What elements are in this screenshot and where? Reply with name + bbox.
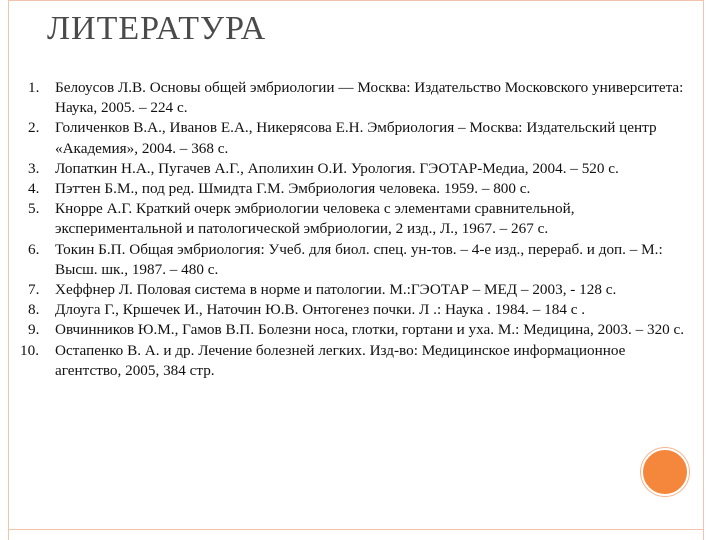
frame-top-line bbox=[8, 0, 704, 1]
reference-list bbox=[0, 78, 700, 381]
reference-text: Токин Б.П. Общая эмбриология: Учеб. для биол. спец. ун-тов. – 4-е изд., перераб. и доп. – М.: Высш. шк., 1987. – 480 с. bbox=[55, 240, 663, 278]
reference-number: 2. bbox=[28, 119, 40, 137]
reference-item bbox=[0, 118, 687, 158]
reference-item bbox=[0, 240, 687, 280]
reference-number: 10. bbox=[20, 341, 39, 359]
reference-number: 1. bbox=[28, 79, 40, 96]
reference-text: Кнорре А.Г. Краткий очерк эмбриологии человека с элементами сравнительной, экспериментальной и патологической эмбриологии, 2 изд., Л., 1967. – 267 с. bbox=[55, 200, 575, 238]
reference-number: 8. bbox=[28, 301, 40, 319]
slide-title: ЛИТЕРАТУРА bbox=[47, 10, 267, 47]
reference-text: Лопаткин Н.А., Пугачев А.Г., Аполихин О.И. Урология. ГЭОТАР-Медиа, 2004. – 520 с. bbox=[55, 159, 619, 177]
reference-text: Белоусов Л.В. Основы общей эмбриологии — Москва: Издательство Московского университета: Наука, 2005. – 224 с. bbox=[55, 79, 684, 117]
decorative-circle bbox=[641, 448, 689, 496]
reference-text: Длоуга Г., Кршечек И., Наточин Ю.В. Онтогенез почки. Л .: Наука . 1984. – 184 с . bbox=[55, 301, 586, 319]
reference-text: Овчинников Ю.М., Гамов В.П. Болезни носа, глотки, гортани и уха. М.: Медицина, 2003. – 320 с. bbox=[55, 321, 685, 339]
reference-item bbox=[0, 159, 687, 179]
frame-right-line bbox=[703, 0, 704, 540]
reference-text: Пэттен Б.М., под ред. Шмидта Г.М. Эмбриология человека. 1959. – 800 с. bbox=[55, 180, 531, 198]
reference-item bbox=[0, 320, 687, 340]
reference-item bbox=[0, 78, 687, 118]
reference-text: Хеффнер Л. Половая система в норме и патологии. М.:ГЭОТАР – МЕД – 2003, - 128 с. bbox=[55, 281, 617, 299]
reference-number: 6. bbox=[28, 240, 40, 258]
reference-number: 5. bbox=[28, 200, 40, 218]
reference-text: Голиченков В.А., Иванов Е.А., Никерясова Е.Н. Эмбриология – Москва: Издательский центр «Академия», 2004. – 368 с. bbox=[55, 119, 657, 157]
reference-text: Остапенко В. А. и др. Лечение болезней легких. Изд-во: Медицинское информационное агентство, 2005, 384 стр. bbox=[55, 341, 626, 379]
reference-number: 9. bbox=[28, 321, 40, 339]
reference-item bbox=[0, 300, 687, 320]
frame-bottom-line bbox=[8, 529, 704, 530]
reference-item bbox=[0, 199, 687, 239]
reference-item bbox=[0, 341, 687, 381]
reference-number: 7. bbox=[28, 281, 40, 299]
reference-number: 3. bbox=[28, 159, 40, 177]
reference-item bbox=[0, 179, 687, 199]
reference-item bbox=[0, 280, 687, 300]
reference-number: 4. bbox=[28, 180, 40, 198]
